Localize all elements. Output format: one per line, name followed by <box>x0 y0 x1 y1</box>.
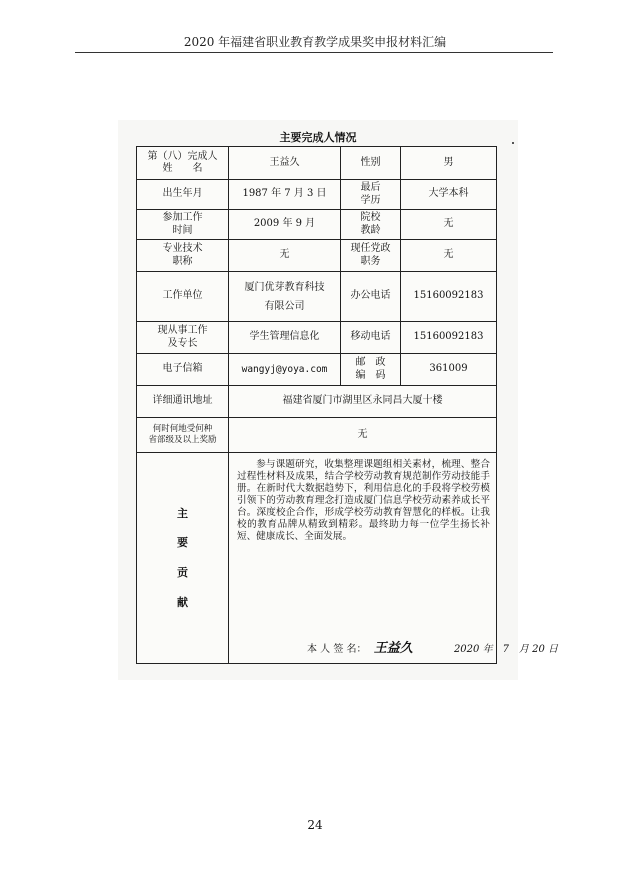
postcode-label: 邮 政 编 码 <box>341 354 401 386</box>
table-row <box>137 453 497 664</box>
office-phone-label: 办公电话 <box>341 272 401 322</box>
email-label: 电子信箱 <box>137 354 229 386</box>
mobile-label: 移动电话 <box>341 322 401 354</box>
name-label: 第（八）完成人 姓 名 <box>137 147 229 180</box>
contribution-cell <box>229 453 559 664</box>
education-value: 大学本科 <box>401 180 497 210</box>
form-title: 主要完成人情况 <box>279 131 357 144</box>
signature-date: 2020 年 7 月 20 日 <box>453 643 559 655</box>
table-row <box>137 180 497 210</box>
contribution-side-char: 献 <box>177 595 188 609</box>
birth-value: 1987 年 7 月 3 日 <box>229 180 341 210</box>
email-value: wangyj@yoya.com <box>229 354 341 386</box>
name-value: 王益久 <box>229 147 341 180</box>
awards-value: 无 <box>229 418 497 453</box>
contribution-side-char: 要 <box>177 536 188 550</box>
birth-label: 出生年月 <box>137 180 229 210</box>
table-row <box>137 354 497 386</box>
contribution-side-label <box>137 453 229 664</box>
signature-name: 王益久 <box>373 640 413 656</box>
page-header: 2020 年福建省职业教育教学成果奖申报材料汇编 <box>183 35 447 49</box>
completer-info-table <box>136 146 559 664</box>
current-work-value: 学生管理信息化 <box>229 322 341 354</box>
table-row <box>137 322 497 354</box>
office-phone-value: 15160092183 <box>401 272 497 322</box>
tech-title-label: 专业技术 职称 <box>137 240 229 272</box>
contribution-side-char: 主 <box>177 506 188 520</box>
page-number: 24 <box>307 818 323 832</box>
mobile-value: 15160092183 <box>401 322 497 354</box>
table-row <box>137 240 497 272</box>
postcode-value: 361009 <box>401 354 497 386</box>
table-row <box>137 147 497 180</box>
tech-title-value: 无 <box>229 240 341 272</box>
table-row <box>137 418 497 453</box>
address-value: 福建省厦门市湖里区永同昌大厦十楼 <box>229 386 497 418</box>
position-value: 无 <box>401 240 497 272</box>
work-start-label: 参加工作 时间 <box>137 210 229 240</box>
education-label: 最后 学历 <box>341 180 401 210</box>
contribution-text: 参与课题研究，收集整理课题组相关素材，梳理、整合过程性材料及成果，结合学校劳动教育规范制作劳动技能手册。在新时代大数据趋势下，利用信息化的手段将学校劳模引领下的劳动教育理念打造成厦门信息学校劳动素养成长平台。深度校企合作，形成学校劳动教育智慧化的样板。让我校的教育品牌从精致到精彩。最终助力每一位学生扬长补短、健康成长、全面发展。 <box>237 459 490 542</box>
header-divider <box>75 52 553 53</box>
work-start-value: 2009 年 9 月 <box>229 210 341 240</box>
address-label: 详细通讯地址 <box>137 386 229 418</box>
signature-label: 本 人 签 名： <box>307 643 367 655</box>
position-label: 现任党政 职务 <box>341 240 401 272</box>
scan-speck <box>512 142 514 144</box>
table-row <box>137 386 497 418</box>
gender-value: 男 <box>401 147 497 180</box>
table-row <box>137 210 497 240</box>
signature-line <box>307 641 587 657</box>
school-age-value: 无 <box>401 210 497 240</box>
employer-label: 工作单位 <box>137 272 229 322</box>
employer-value: 厦门优芽教育科技 有限公司 <box>229 272 341 322</box>
school-age-label: 院校 教龄 <box>341 210 401 240</box>
contribution-side-char: 贡 <box>177 566 188 579</box>
current-work-label: 现从事工作 及专长 <box>137 322 229 354</box>
gender-label: 性别 <box>341 147 401 180</box>
table-row <box>137 272 497 322</box>
awards-label: 何时何地受何种 省部级及以上奖励 <box>137 418 229 453</box>
